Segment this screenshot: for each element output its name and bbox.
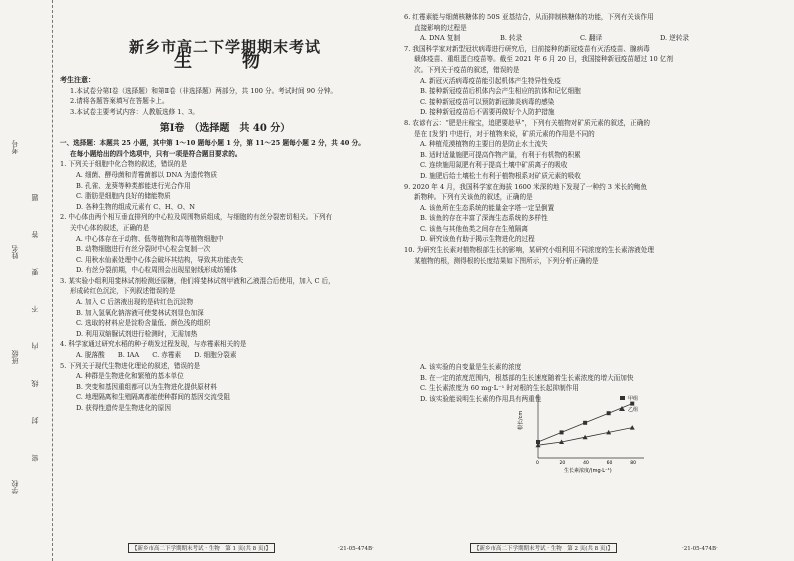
option-line: D. 研究该鱼有助于揭示生物进化的过程 [420, 235, 535, 244]
question-line: 某植物的根，测得根的长度结果如下图所示，下列分析正确的是 [414, 256, 599, 265]
option-line: C. 接种新冠疫苗可以预防新冠肺炎病毒的感染 [420, 97, 555, 106]
footer-left: 【新乡市高二下学期期末考试 · 生物 第 1 页(共 8 页)】 [128, 543, 275, 553]
question-line: 6. 红霉素能与细菌核糖体的 50S 亚基结合，从而抑制核糖体的功能，下列有关该作用 [404, 13, 654, 21]
question-line: 9. 2020 年 4 月，我国科学家在海拔 1600 米深的地下发现了一种约 3 米长的鲍鱼 [404, 182, 648, 191]
legend-marker-series-1 [620, 396, 625, 400]
binding-label-exam-no: 考号 [11, 140, 19, 154]
question-line: 载体疫苗、重组蛋白疫苗等。截至 2021 年 6 月 20 日，我国接种新冠疫苗超过 10 亿剂 [414, 55, 673, 64]
question-line: 形成砖红色沉淀，下列叙述错误的是 [70, 287, 176, 296]
binding-seal-text: 密 封 线 内 不 要 答 题 [31, 180, 39, 462]
question-line: 3. 某实验小组利用斐林试剂检测还原糖，他们将斐林试剂甲液和乙液混合后使用，加入 C 后， [60, 276, 335, 285]
question-line: 5. 下列关于现代生物进化理论的叙述，错误的是 [60, 361, 201, 370]
x-tick-label: 20 [559, 461, 566, 466]
option-line: D. 施肥后给土壤松土有利于植物根系对矿质元素的吸收 [420, 171, 581, 180]
binding-margin [0, 0, 53, 561]
x-tick-label: 80 [630, 461, 636, 466]
right-column [404, 12, 744, 405]
footer-left-code: ·21-05-474B· [338, 546, 374, 552]
option-line: B. 动物细胞进行有丝分裂时中心粒会复制一次 [76, 245, 211, 254]
option-line: B. 加入氢氧化钠溶液可使斐林试剂显色加深 [76, 308, 204, 317]
footer-right: 【新乡市高二下学期期末考试 · 生物 第 2 页(共 8 页)】 [470, 543, 617, 553]
question-line: 次。下列关于疫苗的叙述，错误的是 [414, 65, 520, 74]
section-title: 第Ⅰ卷 （选择题 共 40 分） [159, 122, 291, 134]
growth-line-chart [516, 388, 656, 474]
notice-item: 3.本试卷主要考试内容：人教版选修 1、3。 [70, 107, 199, 116]
question-line: 2. 中心体由两个相互垂直排列的中心粒及周围物质组成，与细胞的有丝分裂密切相关。下列有 [60, 213, 333, 222]
option-line: A. 加入 C 后溶液出现的是砖红色沉淀物 [76, 298, 194, 307]
option-line: C. 选取的材料应是淀粉含量低、颜色浅的组织 [76, 319, 211, 328]
option-line: D. 获得性遗传是生物进化的原因 [76, 404, 171, 412]
option-line: C. 连续施用氮肥有利于提高土壤中矿质离子的吸收 [420, 161, 568, 170]
option-line: B. 孔雀、龙葵等种类都能进行光合作用 [76, 181, 191, 190]
series-1-point [607, 411, 611, 415]
series-1-point [560, 430, 564, 434]
exam-title: 新乡市高二下学期期末考试 [128, 38, 321, 56]
binding-label-name: 姓名 [11, 245, 19, 259]
question-line: 关中心体的叙述，正确的是 [70, 223, 150, 232]
chart-spacer [404, 266, 744, 362]
option-line: A. DNA 复制 [420, 34, 461, 43]
option-line: A. 该实验的自变量是生长素的浓度 [420, 363, 522, 372]
question-line: 直接影响的过程是 [414, 23, 467, 32]
option-line: B. 适时适量施肥可提高作物产量，有利于有机物的积累 [420, 150, 581, 159]
question-line: 是在 [发芽] 中进行，对于植物来说，矿质元素的作用是不同的 [414, 129, 595, 138]
option-line: C. 脂肪是细胞内良好的储能物质 [76, 192, 171, 201]
option-line: D. 接种新冠疫苗后不需要再做好个人防护措施 [420, 108, 555, 117]
option-line: A. 该鱼所在生态系统的能量金字塔一定呈倒置 [420, 203, 555, 212]
option-line: A. 细菌、酵母菌和青霉菌都以 DNA 为遗传物质 [76, 170, 218, 179]
series-1-point [630, 402, 634, 406]
notice-item: 1.本试卷分第Ⅰ卷（选择题）和第Ⅱ卷（非选择题）两部分，共 100 分。考试时间 90 分钟。 [70, 86, 337, 95]
binding-label-class: 班级 [11, 350, 19, 364]
option-line: A. 新冠灭活病毒疫苗能引起机体产生特异性免疫 [420, 76, 561, 85]
question-line: 10. 为研究生长素对植物根部生长的影响，某研究小组利用不同浓度的生长素溶液处理 [404, 246, 654, 255]
binding-label-school: 学校 [11, 480, 19, 494]
section-intro: 在每小题给出的四个选项中，只有一项是符合题目要求的。 [70, 149, 242, 158]
q6-options [404, 33, 744, 44]
notice-heading: 考生注意： [60, 75, 95, 85]
option-line: B. 接种新冠疫苗后机体内会产生相应的抗体和记忆细胞 [420, 87, 581, 96]
option-line: C. 翻译 [580, 34, 603, 43]
option-line: D. 该实验能说明生长素的作用具有两重性 [420, 395, 542, 404]
option-line: D. 逆转录 [660, 34, 690, 43]
question-line: 7. 我国科学家对新型冠状病毒进行研究后，目前接种的新冠疫苗有灭活疫苗、腺病毒 [404, 44, 650, 53]
x-tick-label: 40 [583, 461, 589, 466]
x-tick-label: 0 [536, 461, 539, 466]
series-1-point [583, 421, 587, 425]
left-column [60, 12, 390, 414]
option-line: C. 地理隔离和生殖隔离都能使种群间的基因交流受阻 [76, 393, 231, 402]
option-line: B. 转录 [500, 34, 523, 43]
x-tick-label: 60 [606, 461, 613, 466]
footer-right-code: ·21-05-474B· [682, 546, 718, 552]
legend-label-series-2: 乙组 [628, 407, 639, 413]
option-line: D. 各种生物的组成元素有 C、H、O、N [76, 202, 196, 211]
x-axis-label: 生长素浓度/(mg·L⁻¹) [564, 468, 612, 474]
y-axis-label: 根长/cm [518, 410, 524, 430]
option-line: A. 脱落酸 B. IAA C. 赤霉素 D. 细胞分裂素 [76, 351, 237, 360]
question-line: 1. 下列关于细胞中化合物的叙述，错误的是 [60, 160, 188, 169]
option-line: B. 该鱼的存在丰富了深海生态系统的多样性 [420, 214, 548, 223]
option-line: A. 中心体存在于动物、低等植物和高等植物细胞中 [76, 234, 224, 243]
notice-item: 2.请将各题答案填写在答题卡上。 [70, 97, 169, 106]
option-line: A. 种群是生物进化和繁殖的基本单位 [76, 372, 184, 381]
option-line: D. 有丝分裂前期，中心粒周围会出现星射线形成纺锤体 [76, 266, 237, 275]
option-line: C. 该鱼与其他鱼类之间存在生殖隔离 [420, 224, 528, 233]
option-line: C. 生长素浓度为 60 mg·L⁻¹ 时对根的生长起抑制作用 [420, 384, 579, 393]
legend-label-series-1: 甲组 [628, 396, 639, 402]
option-line: B. 在一定的浓度范围内，根基部的生长速度随着生长素浓度的增大而加快 [420, 373, 634, 382]
series-2-point [630, 425, 635, 430]
option-line: D. 利用双缩脲试剂进行检测时，无需加热 [76, 329, 198, 338]
section-intro: 一、选择题：本题共 25 小题，其中第 1～10 题每小题 1 分，第 11～25 题每小题 2 分，共 40 分。 [60, 139, 365, 148]
question-line: 8. 农谚有云：“肥是庄稼宝，追肥要趁早”，下列有关植物对矿质元素的叙述，正确的 [404, 118, 650, 127]
option-line: B. 突变和基因重组都可以为生物进化提供原材料 [76, 382, 217, 391]
question-line: 4. 科学家通过研究水稻的种子萌发过程发现，与赤霉素相关的是 [60, 340, 247, 349]
exam-subject: 生 物 [174, 50, 276, 72]
question-line: 新物种。下列有关该鱼的叙述，正确的是 [414, 193, 533, 202]
option-line: A. 种植荒漠植物的主要目的是防止水土流失 [420, 140, 548, 149]
option-line: C. 用秋水仙素处理中心体会破坏其结构，导致其功能丧失 [76, 255, 244, 264]
